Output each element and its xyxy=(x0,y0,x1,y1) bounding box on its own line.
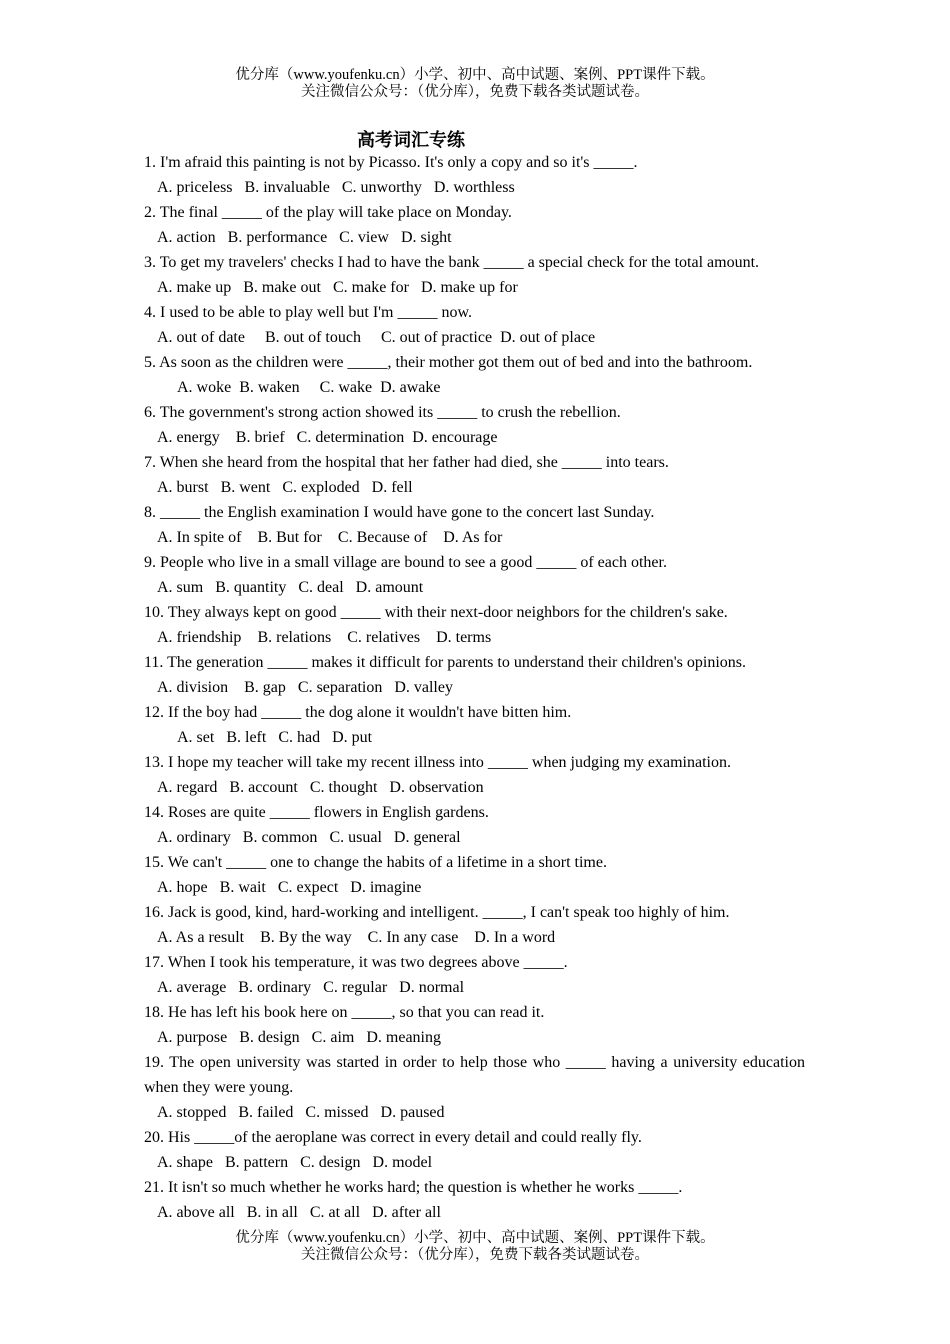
option-d: D. out of place xyxy=(500,329,596,346)
option-a: A. shape xyxy=(157,1154,213,1171)
question-options xyxy=(144,675,805,700)
question-stem: 19. The open university was started in order to help those who _____ having a university education when they were young. xyxy=(144,1054,805,1096)
option-b: B. performance xyxy=(227,229,328,246)
option-a: A. sum xyxy=(157,579,204,596)
option-a: A. priceless xyxy=(157,179,233,196)
option-c: C. regular xyxy=(323,979,388,996)
option-d: D. valley xyxy=(394,679,453,696)
option-d: D. terms xyxy=(436,629,492,646)
header-line-1: 优分库（www.youfenku.cn）小学、初中、高中试题、案例、PPT课件下载。 xyxy=(235,67,715,83)
question-stem: 8. _____ the English examination I would have gone to the concert last Sunday. xyxy=(144,504,655,521)
option-d: D. imagine xyxy=(350,879,422,896)
option-d: D. model xyxy=(372,1154,433,1171)
option-b: B. gap xyxy=(244,679,286,696)
question-options xyxy=(144,925,805,950)
option-a: A. ordinary xyxy=(157,829,231,846)
option-b: B. brief xyxy=(235,429,285,446)
option-b: B. But for xyxy=(257,529,322,546)
option-d: D. paused xyxy=(380,1104,445,1121)
question-stem: 7. When she heard from the hospital that her father had died, she _____ into tears. xyxy=(144,454,669,471)
option-c: C. aim xyxy=(311,1029,355,1046)
option-a: A. hope xyxy=(157,879,208,896)
option-c: C. separation xyxy=(297,679,383,696)
question-options xyxy=(144,975,805,1000)
option-d: D. awake xyxy=(380,379,441,396)
option-a: A. As a result xyxy=(157,929,245,946)
option-b: B. make out xyxy=(243,279,321,296)
option-c: C. relatives xyxy=(347,629,421,646)
option-c: C. Because of xyxy=(337,529,428,546)
option-b: B. in all xyxy=(246,1204,298,1221)
question-options xyxy=(144,1025,805,1050)
question-stem: 16. Jack is good, kind, hard-working and intelligent. _____, I can't speak too highly of him. xyxy=(144,904,730,921)
option-b: B. waken xyxy=(239,379,300,396)
option-a: A. division xyxy=(157,679,229,696)
option-c: C. determination xyxy=(296,429,405,446)
option-b: B. design xyxy=(239,1029,300,1046)
question-stem: 9. People who live in a small village are bound to see a good _____ of each other. xyxy=(144,554,667,571)
option-a: A. In spite of xyxy=(157,529,242,546)
option-d: D. As for xyxy=(443,529,503,546)
question-options xyxy=(144,875,805,900)
question-stem: 4. I used to be able to play well but I'm _____ now. xyxy=(144,304,473,321)
option-c: C. design xyxy=(300,1154,361,1171)
page-header xyxy=(0,67,950,101)
option-b: B. common xyxy=(242,829,318,846)
option-c: C. at all xyxy=(309,1204,361,1221)
option-a: A. out of date xyxy=(157,329,245,346)
question-options xyxy=(144,775,805,800)
option-c: C. thought xyxy=(309,779,378,796)
option-b: B. left xyxy=(226,729,267,746)
option-d: D. encourage xyxy=(412,429,498,446)
question-options xyxy=(144,325,805,350)
option-a: A. burst xyxy=(157,479,209,496)
question-stem: 17. When I took his temperature, it was two degrees above _____. xyxy=(144,954,568,971)
option-d: D. make up for xyxy=(420,279,518,296)
question-options xyxy=(144,1100,805,1125)
option-d: D. sight xyxy=(400,229,452,246)
option-b: B. ordinary xyxy=(238,979,312,996)
option-a: A. stopped xyxy=(157,1104,227,1121)
footer-line-1: 优分库（www.youfenku.cn）小学、初中、高中试题、案例、PPT课件下载。 xyxy=(235,1230,715,1246)
option-c: C. usual xyxy=(329,829,382,846)
question-options xyxy=(144,725,805,750)
option-d: D. amount xyxy=(355,579,424,596)
question-stem: 3. To get my travelers' checks I had to have the bank _____ a special check for the total amount. xyxy=(144,254,760,271)
question-stem: 6. The government's strong action showed its _____ to crush the rebellion. xyxy=(144,404,621,421)
question-options xyxy=(144,625,805,650)
option-c: C. unworthy xyxy=(341,179,422,196)
question-stem: 5. As soon as the children were _____, their mother got them out of bed and into the bathroom. xyxy=(144,354,753,371)
question-options xyxy=(144,575,805,600)
question-stem: 15. We can't _____ one to change the habits of a lifetime in a short time. xyxy=(144,854,607,871)
question-stem: 2. The final _____ of the play will take place on Monday. xyxy=(144,204,512,221)
question-options xyxy=(144,525,805,550)
option-b: B. invaluable xyxy=(244,179,330,196)
option-d: D. worthless xyxy=(433,179,515,196)
option-d: D. In a word xyxy=(474,929,556,946)
option-d: D. general xyxy=(393,829,461,846)
question-stem: 20. His _____of the aeroplane was correct in every detail and could really fly. xyxy=(144,1129,642,1146)
question-list xyxy=(144,150,805,1225)
option-c: C. In any case xyxy=(367,929,459,946)
option-b: B. quantity xyxy=(215,579,287,596)
question-options xyxy=(144,475,805,500)
option-a: A. action xyxy=(157,229,216,246)
question-options xyxy=(144,375,805,400)
option-b: B. By the way xyxy=(260,929,352,946)
question-options xyxy=(144,425,805,450)
question-stem: 21. It isn't so much whether he works hard; the question is whether he works _____. xyxy=(144,1179,683,1196)
question-options xyxy=(144,1150,805,1175)
option-c: C. wake xyxy=(319,379,373,396)
option-c: C. view xyxy=(339,229,389,246)
option-b: B. went xyxy=(220,479,271,496)
option-a: A. woke xyxy=(177,379,232,396)
option-c: C. exploded xyxy=(282,479,360,496)
option-c: C. out of practice xyxy=(380,329,493,346)
question-options xyxy=(144,275,805,300)
question-options xyxy=(144,825,805,850)
question-options xyxy=(144,225,805,250)
footer-line-2: 关注微信公众号：（优分库），免费下载各类试题试卷。 xyxy=(301,1247,649,1263)
option-d: D. observation xyxy=(389,779,484,796)
question-stem: 10. They always kept on good _____ with their next-door neighbors for the children's sake. xyxy=(144,604,728,621)
option-a: A. friendship xyxy=(157,629,242,646)
option-c: C. deal xyxy=(298,579,344,596)
question-options xyxy=(144,1200,805,1225)
option-c: C. expect xyxy=(277,879,339,896)
option-b: B. pattern xyxy=(224,1154,289,1171)
option-a: A. purpose xyxy=(157,1029,228,1046)
option-d: D. fell xyxy=(371,479,413,496)
option-a: A. regard xyxy=(157,779,218,796)
question-options xyxy=(144,175,805,200)
page-title: 高考词汇专练 xyxy=(357,130,465,151)
option-d: D. normal xyxy=(399,979,465,996)
option-a: A. above all xyxy=(157,1204,235,1221)
option-c: C. missed xyxy=(305,1104,369,1121)
option-d: D. put xyxy=(332,729,373,746)
option-a: A. average xyxy=(157,979,227,996)
option-a: A. set xyxy=(177,729,215,746)
option-a: A. make up xyxy=(157,279,232,296)
option-a: A. energy xyxy=(157,429,220,446)
option-b: B. failed xyxy=(238,1104,294,1121)
question-stem: 18. He has left his book here on _____, so that you can read it. xyxy=(144,1004,545,1021)
question-stem: 13. I hope my teacher will take my recent illness into _____ when judging my examination. xyxy=(144,754,731,771)
question-stem: 14. Roses are quite _____ flowers in English gardens. xyxy=(144,804,489,821)
page-footer xyxy=(0,1230,950,1264)
question-stem: 1. I'm afraid this painting is not by Picasso. It's only a copy and so it's _____. xyxy=(144,154,638,171)
option-b: B. wait xyxy=(219,879,266,896)
header-line-2: 关注微信公众号：（优分库），免费下载各类试题试卷。 xyxy=(301,84,649,100)
option-c: C. had xyxy=(278,729,321,746)
option-b: B. relations xyxy=(257,629,332,646)
option-b: B. account xyxy=(229,779,298,796)
question-stem: 12. If the boy had _____ the dog alone it wouldn't have bitten him. xyxy=(144,704,572,721)
option-d: D. after all xyxy=(372,1204,441,1221)
option-c: C. make for xyxy=(332,279,409,296)
question-stem: 11. The generation _____ makes it difficult for parents to understand their children's opinions. xyxy=(144,654,747,671)
option-d: D. meaning xyxy=(366,1029,441,1046)
option-b: B. out of touch xyxy=(264,329,361,346)
